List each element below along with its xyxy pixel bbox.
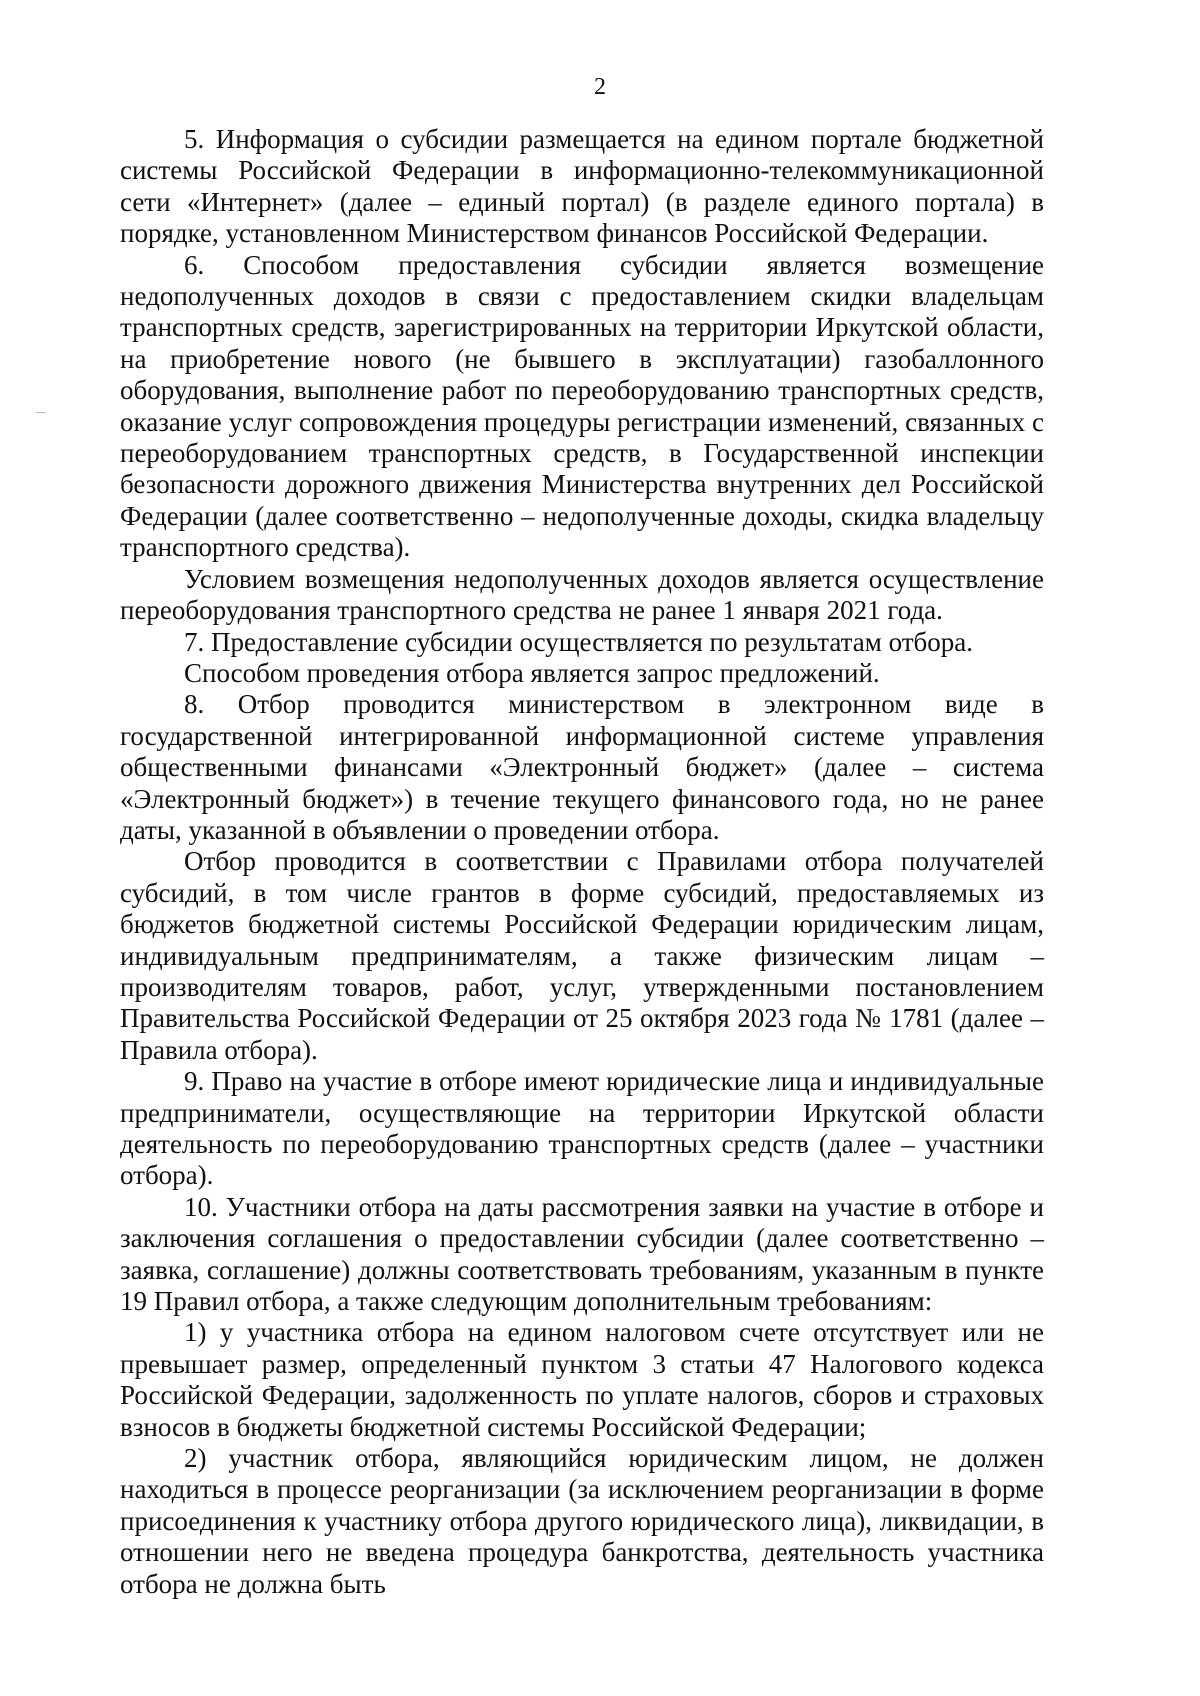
paragraph-5: 5. Информация о субсидии размещается на едином портале бюджетной системы Российской Федерации в информационно-телекоммуникационной сети «Интернет» (далее – единый портал) (в разделе единого портала) в порядке, установленном Министерством финансов Российской Федерации.	[120, 124, 1044, 249]
paragraph-7: 7. Предоставление субсидии осуществляется по результатам отбора.	[184, 626, 973, 657]
paragraph-6: 6. Способом предоставления субсидии является возмещение недополученных доходов в связи с предоставлением скидки владельцам транспортных средств, зарегистрированных на территории Иркутской области, на приобретение нового (не бывшего в эксплуатации) газобаллонного оборудования, выполнение работ по переоборудованию транспортных средств, оказание услуг сопровождения процедуры регистрации изменений, связанных с переоборудованием транспортных средств, в Государственной инспекции безопасности дорожного движения Министерства внутренних дел Российской Федерации (далее соответственно – недополученные доходы, скидка владельцу транспортного средства).	[120, 249, 1044, 563]
paragraph-10: 10. Участники отбора на даты рассмотрения заявки на участие в отборе и заключения соглашения о предоставлении субсидии (далее соответственно – заявка, соглашение) должны соответствовать требованиям, указанным в пункте 19 Правил отбора, а также следующим дополнительным требованиям:	[120, 1191, 1044, 1317]
paragraph-8: 8. Отбор проводится министерством в электронном виде в государственной интегрированной информационной системе управления общественными финансами «Электронный бюджет» (далее – система «Электронный бюджет») в течение текущего финансового года, но не ранее даты, указанной в объявлении о проведении отбора.	[120, 689, 1044, 845]
paragraph-7-method: Способом проведения отбора является запрос предложений.	[184, 657, 880, 688]
page-number: 2	[594, 74, 606, 100]
scan-margin-mark	[36, 412, 46, 413]
paragraph-10-item-1: 1) у участника отбора на едином налоговом счете отсутствует или не превышает размер, определенный пунктом 3 статьи 47 Налогового кодекса Российской Федерации, задолженность по уплате налогов, сборов и страховых взносов в бюджеты бюджетной системы Российской Федерации;	[120, 1317, 1044, 1442]
paragraph-6-condition: Условием возмещения недополученных доходов является осуществление переоборудования транспортного средства не ранее 1 января 2021 года.	[120, 563, 1044, 626]
paragraph-10-item-2: 2) участник отбора, являющийся юридическим лицом, не должен находиться в процессе реорганизации (за исключением реорганизации в форме присоединения к участнику отбора другого юридического лица), ликвидации, в отношении него не введена процедура банкротства, деятельность участника отбора не должна быть	[120, 1443, 1044, 1599]
document-body	[120, 124, 1044, 1600]
paragraph-8-rules: Отбор проводится в соответствии с Правилами отбора получателей субсидий, в том числе грантов в форме субсидий, предоставляемых из бюджетов бюджетной системы Российской Федерации юридическим лицам, индивидуальным предпринимателям, а также физическим лицам – производителям товаров, работ, услуг, утвержденными постановлением Правительства Российской Федерации от 25 октября 2023 года № 1781 (далее – Правила отбора).	[120, 846, 1044, 1065]
paragraph-9: 9. Право на участие в отборе имеют юридические лица и индивидуальные предприниматели, осуществляющие на территории Иркутской области деятельность по переоборудованию транспортных средств (далее – участники отбора).	[120, 1066, 1044, 1191]
